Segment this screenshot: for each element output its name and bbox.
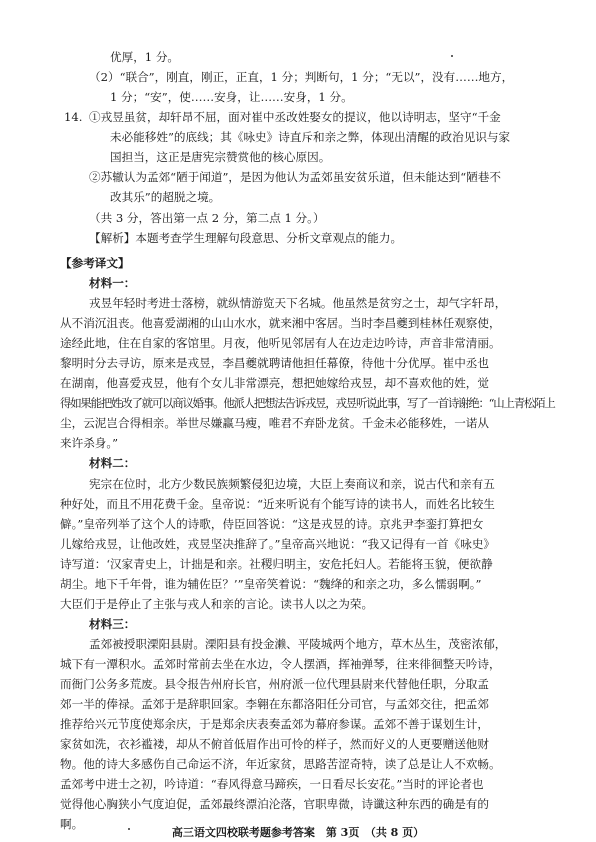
q13-line1: 优厚，1 分。 (110, 50, 180, 64)
q14-score-note: （共 3 分，答出第一点 2 分，第二点 1 分。） (89, 211, 325, 225)
material-3-title: 材料三： (89, 617, 136, 631)
q14-item1-line: 未必能移姓”的底线；其《咏史》诗直斥和亲之弊，体现出清醒的政治见识与家 (110, 130, 511, 144)
q14-item2-line: ②苏辙认为孟郊“陋于闻道”，是因为他认为孟郊虽安贫乐道，但未能达到“陋巷不 (89, 170, 501, 184)
page-footer: 高三语文四校联考题参考答案 第 3页 （共 8 页） (171, 826, 425, 839)
material-2-line: 诗写道：‘汉家青史上，计拙是和亲。社稷归明主，安危托妇人。若能将玉貌，便欲静 (60, 557, 493, 571)
material-1-line: 戎昱年轻时考进士落榜，就纵情游览天下名城。他虽然是贫穷之士，却气字轩昂， (89, 296, 507, 310)
material-1-line: 来许杀身。” (60, 436, 119, 450)
q13-line2: （2）“联合”，刚直，刚正，正直，1 分；判断句，1 分；“无以”，没有……地方， (89, 70, 514, 84)
material-2-title: 材料二： (89, 456, 136, 470)
q14-item1-line: ①戎昱虽贫，却轩昂不屈，面对崔中丞改姓娶女的提议，他以诗明志，坚守“千金 (89, 110, 501, 124)
material-3-line: 而衙门公务多荒废。县令报告州府长官，州府派一位代理县尉来代替他任职，分取孟 (60, 677, 489, 691)
material-3-line: 孟郊被授职溧阳县尉。溧阳县有投金濑、平陵城两个地方，草木丛生，茂密浓郁， (89, 637, 507, 651)
material-1-line: 在湖南，他喜爱戎昱，他有个女儿非常漂亮，想把她嫁给戎昱，却不喜欢他的姓，觉 (60, 376, 489, 390)
material-3-line: 城下有一潭积水。孟郊时常前去坐在水边，令人摆酒，挥袖弹琴，往来徘徊整天吟诗， (60, 657, 501, 671)
material-1-line: 从不消沉沮丧。他喜爱湖湘的山山水水，就来湘中客居。当时李昌夔到桂林任观察使， (60, 316, 501, 330)
material-1-line: 途经此地，住在自家的客馆里。月夜，他听见邻居有人在边走边吟诗，声音非常清丽。 (60, 336, 501, 350)
material-2-line: 僻。”皇帝列举了这个人的诗歌，侍臣回答说：“这是戎昱的诗。京兆尹李銮打算把女 (60, 517, 484, 531)
material-2-line: 宪宗在位时，北方少数民族频繁侵犯边境，大臣上奏商议和亲，说古代和亲有五 (89, 477, 495, 491)
material-2-line: 儿嫁给戎昱，让他改姓，戎昱坚决推辞了。”皇帝高兴地说：“我又记得有一首《咏史》 (60, 537, 496, 551)
q14-analysis: 【解析】本题考查学生理解句段意思、分析文章观点的能力。 (89, 231, 403, 245)
material-2-line: 种好处，而且不用花费千金。皇帝说：“近来听说有个能写诗的读书人，而姓名比较生 (60, 497, 495, 511)
material-3-line: 郊一半的俸禄。孟郊于是辞职回家。李翱在东都洛阳任分司官，与孟郊交往，把孟郊 (60, 697, 489, 711)
translation-heading: 【参考译文】 (60, 256, 130, 270)
q13-line3: 1 分；“安”，使……安身，让……安身，1 分。 (110, 90, 353, 104)
material-1-line: 尘，云泥岂合得相亲。举世尽嫌赢马瘦，唯君不弃卧龙贫。千金未必能移姓，一诺从 (60, 416, 489, 430)
material-3-line: 物。他的诗大多感伤自己命运不济，年近家贫，思路苦涩奇特，读了总是让人不欢畅。 (60, 757, 501, 771)
material-1-line: 得如果能把姓改了就可以商议婚事。他派人把想法告诉戎昱，戎昱听说此事，写了一首诗谢绝：“山上青松陌上 (60, 396, 555, 410)
material-2-line: 胡尘。地下千年骨，谁为辅佐臣？’”皇帝笑着说：“魏绛的和亲之功，多么懦弱啊。” (60, 577, 482, 591)
q14-number: 14. (64, 110, 83, 124)
stray-mark (451, 55, 453, 57)
material-3-line: 家贫如洗，衣衫褴褛，却从不俯首低眉作出可怜的样子，然而好义的人更要赠送他财 (60, 737, 489, 751)
material-3-line: 啊。 (60, 817, 84, 831)
q14-item1-line: 国担当，这正是唐宪宗赞赏他的核心原因。 (110, 150, 331, 164)
material-1-line: 黎明时分去寻访，原来是戎昱，李昌夔就聘请他担任幕僚，待他十分优厚。崔中丞也 (60, 356, 489, 370)
material-3-line: 觉得他心胸狭小气度迫促，孟郊最终漂泊沦落，官职卑微，诗谶这种东西的确是有的 (60, 797, 489, 811)
material-3-line: 推荐给兴元节度使郑余庆，于是郑余庆表奏孟郊为幕府参谋。孟郊不善于谋划生计， (60, 717, 489, 731)
material-2-line: 大臣们于是停止了主张与戎人和亲的言论。读书人以之为荣。 (60, 597, 374, 611)
q14-item2-line: 改其乐”的超脱之境。 (110, 190, 221, 204)
material-3-line: 孟郊考中进士之初，吟诗道：“春风得意马蹄疾，一日看尽长安花。”当时的评论者也 (60, 777, 484, 791)
material-1-title: 材料一： (89, 276, 136, 290)
